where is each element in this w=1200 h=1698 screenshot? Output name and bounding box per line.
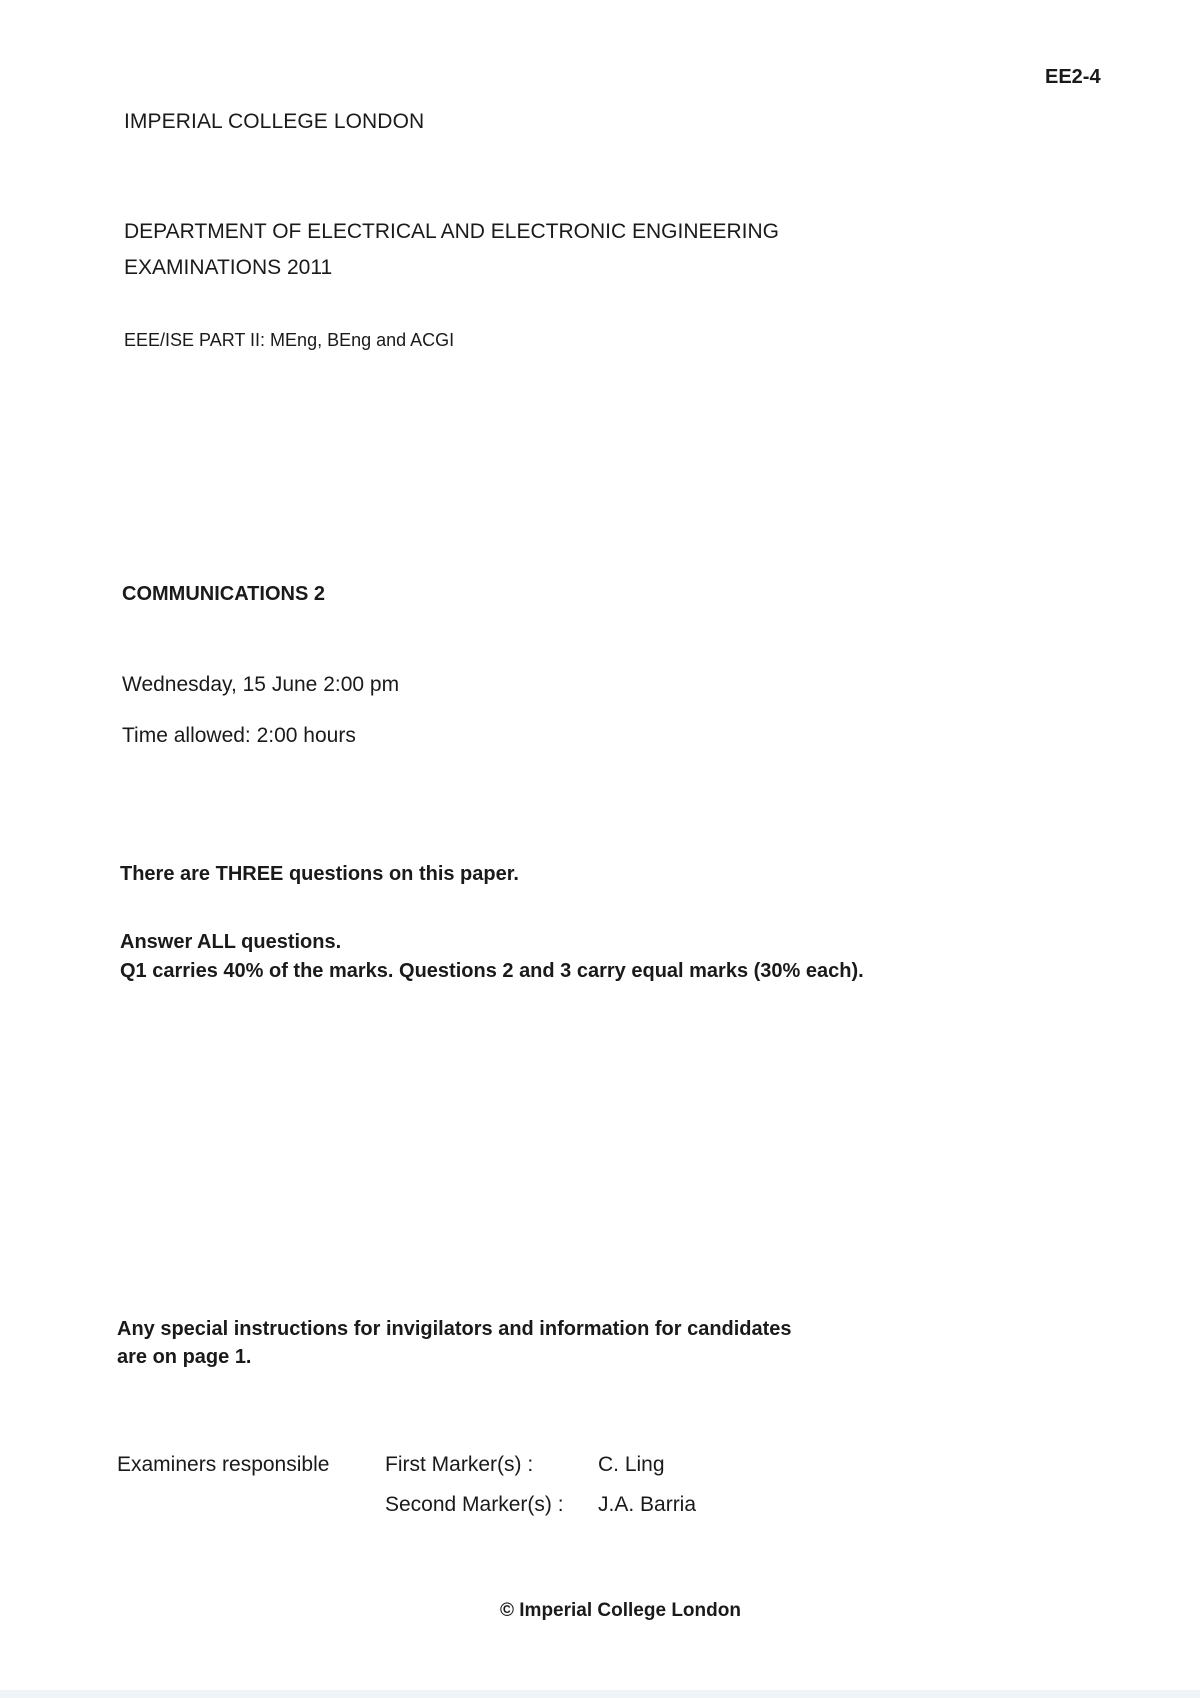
copyright-notice: © Imperial College London bbox=[500, 1600, 741, 1621]
answer-all-instruction: Answer ALL questions. bbox=[120, 931, 342, 953]
first-marker-name: C. Ling bbox=[598, 1453, 665, 1476]
first-marker-label: First Marker(s) : bbox=[385, 1453, 534, 1476]
marks-distribution: Q1 carries 40% of the marks. Questions 2 and 3 carry equal marks (30% each). bbox=[120, 960, 864, 982]
department-name: DEPARTMENT OF ELECTRICAL AND ELECTRONIC ENGINEERING bbox=[124, 220, 779, 243]
examinations-year: EXAMINATIONS 2011 bbox=[124, 256, 333, 279]
time-allowed: Time allowed: 2:00 hours bbox=[122, 724, 356, 747]
examiners-label: Examiners responsible bbox=[117, 1453, 330, 1476]
paper-code: EE2-4 bbox=[1045, 66, 1101, 88]
scan-edge bbox=[0, 1690, 1200, 1698]
degree-part: EEE/ISE PART II: MEng, BEng and ACGI bbox=[124, 330, 455, 350]
course-title: COMMUNICATIONS 2 bbox=[122, 583, 325, 605]
exam-date: Wednesday, 15 June 2:00 pm bbox=[122, 673, 400, 696]
second-marker-name: J.A. Barria bbox=[598, 1493, 697, 1516]
question-count: There are THREE questions on this paper. bbox=[120, 863, 519, 885]
institution-name: IMPERIAL COLLEGE LONDON bbox=[124, 110, 425, 133]
special-instructions: Any special instructions for invigilators and information for candidates are on page 1. bbox=[117, 1318, 792, 1368]
second-marker-label: Second Marker(s) : bbox=[385, 1493, 564, 1516]
